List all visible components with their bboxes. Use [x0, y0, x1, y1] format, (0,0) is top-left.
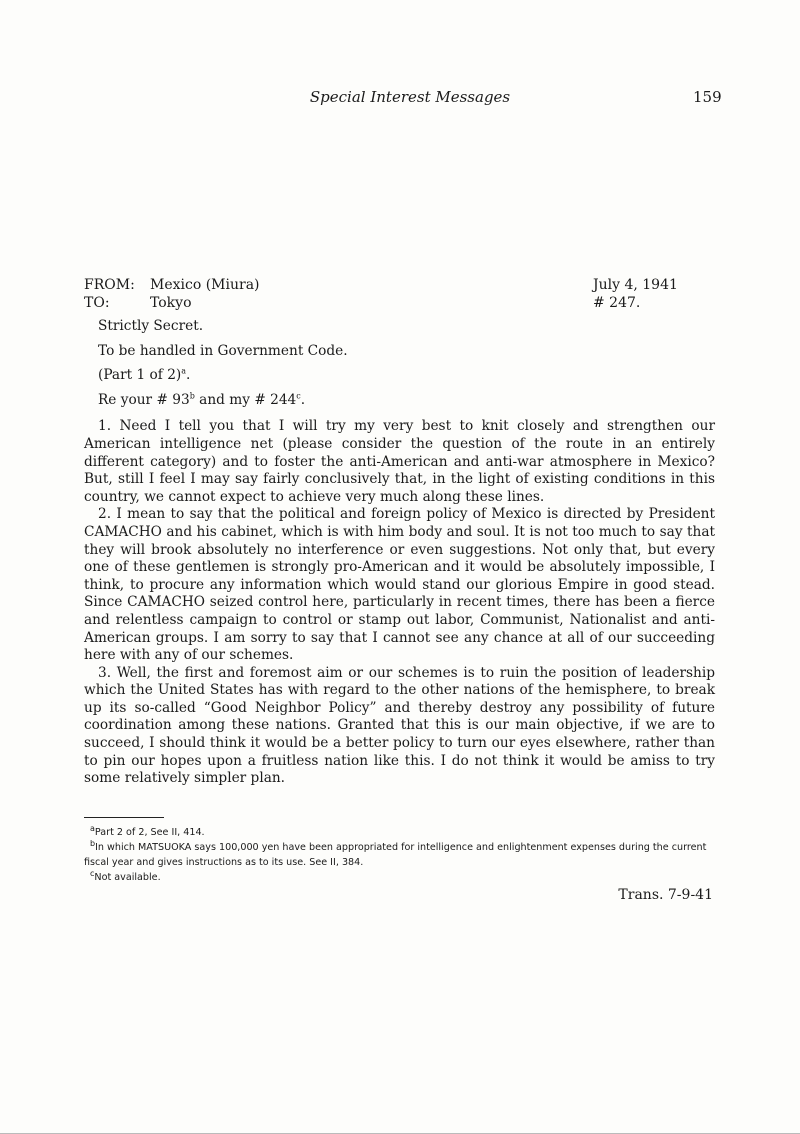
to-label: TO: [84, 295, 110, 311]
footnote-ref-a: a [181, 366, 187, 376]
to-line [84, 294, 192, 312]
message-body [84, 318, 715, 788]
reference-mid: and my # 244 [194, 391, 297, 408]
translation-date: Trans. 7-9-41 [618, 887, 713, 903]
reference-text: Re your # 93 [98, 391, 190, 408]
from-value: Mexico (Miura) [150, 277, 260, 293]
code-line: To be handled in Government Code. [98, 342, 348, 359]
paragraph-2: 2. I mean to say that the political and foreign policy of Mexico is directed by President CAMACHO and his cabinet, which is with him body and soul. It is not too much to say that they will brook absolutely no interference or even suggestions. Not only that, but every one of these gentlemen is strongly pro-American and it would be absolutely impossible, I think, to procure any information which would stand our glorious Empire in good stead. Since CAMACHO seized control here, particularly in recent times, there has been a fierce and relentless campaign to control or stamp out labor, Communist, Nationalist and anti-American groups. I am sorry to say that I cannot see any chance at all of our succeeding here with any of our schemes. [84, 506, 715, 664]
part-line [98, 367, 715, 385]
part-text: (Part 1 of 2) [98, 367, 182, 384]
paragraph-3: 3. Well, the first and foremost aim or our schemes is to ruin the position of leadership which the United States has with regard to the other nations of the hemisphere, to break up its so-called “Good Neighbor Policy” and thereby destroy any possibility of future coordination among these nations. Granted that this is our main objective, if we are to succeed, I should think it would be a better policy to turn our eyes elsewhere, rather than to pin our hopes upon a fruitless nation like this. I do not think it would be amiss to try some relatively simpler plan. [84, 664, 715, 787]
footnote-mark: a [90, 823, 95, 833]
part-end: . [186, 367, 191, 384]
page-number: 159 [693, 88, 722, 106]
to-value: Tokyo [150, 295, 192, 311]
running-header: Special Interest Messages [309, 88, 511, 106]
footnote-text: Part 2 of 2, See II, 414. [94, 827, 205, 838]
footnote-mark: b [90, 838, 96, 848]
classification-line: Strictly Secret. [98, 318, 204, 334]
footnote-a [84, 825, 715, 840]
footnote-divider [84, 817, 164, 818]
paragraph-1: 1. Need I tell you that I will try my very best to knit closely and strengthen our American intelligence net (please consider the question of the route in an entirely different category) and to foster the anti-American and anti-war atmosphere in Mexico? But, still I feel I may say fairly conclusively that, in the light of existing conditions in this country, we cannot expect to achieve very much along these lines. [84, 418, 715, 505]
footnote-text: In which MATSUOKA says 100,000 yen have been appropriated for intelligence and enlightenment expenses during the current fiscal year and gives instructions as to its use. See II, 384. [84, 842, 707, 868]
footnote-b [84, 840, 715, 870]
footnotes [84, 825, 715, 885]
reference-end: . [300, 391, 306, 408]
message-date: July 4, 1941 [593, 277, 678, 293]
from-label: FROM: [84, 277, 135, 293]
footnote-c [84, 870, 715, 885]
footnote-text: Not available. [94, 872, 161, 883]
from-line [84, 276, 260, 294]
footnote-ref-b: b [189, 391, 195, 401]
footnote-ref-c: c [296, 391, 301, 401]
footnote-mark: c [90, 868, 95, 878]
reference-line [98, 392, 715, 410]
message-number: # 247. [593, 295, 641, 311]
